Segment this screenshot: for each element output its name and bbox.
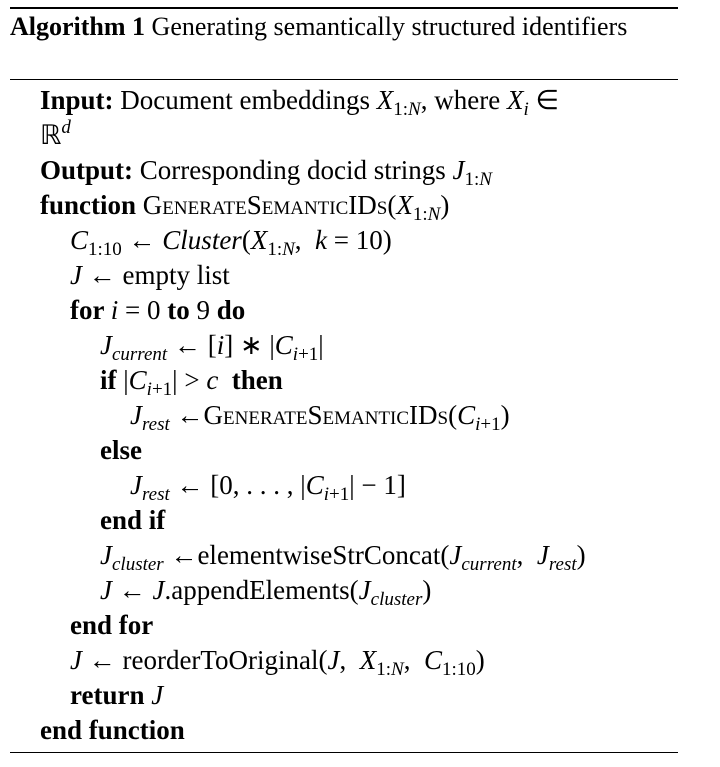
- code-text: ] ∗ |: [224, 330, 275, 360]
- code-text: ,: [516, 540, 537, 570]
- algorithm-title: Generating semantically structured identifiers: [151, 12, 628, 41]
- code-text: X: [250, 225, 268, 255]
- keyword: end function: [40, 715, 185, 745]
- algorithm-line: [10, 468, 678, 503]
- code-text: J: [151, 680, 164, 710]
- keyword: return: [70, 680, 152, 710]
- code-text: J: [152, 575, 165, 605]
- code-text: ): [440, 190, 450, 220]
- algorithm-line: [10, 678, 678, 713]
- code-text: J: [100, 575, 112, 605]
- code-text: C: [423, 645, 442, 675]
- code-text: +1: [328, 484, 350, 505]
- code-text: ): [500, 400, 510, 430]
- keyword: for: [70, 295, 111, 325]
- code-text: ): [576, 540, 586, 570]
- bottom-rule: [10, 752, 678, 753]
- code-text: N: [479, 169, 492, 190]
- code-text: GenerateSemanticIDs: [203, 400, 449, 430]
- code-text: N: [427, 204, 441, 225]
- code-text: C: [274, 330, 293, 360]
- keyword: if: [100, 365, 124, 395]
- code-text: C: [305, 470, 324, 500]
- code-text: |: [318, 330, 324, 360]
- algorithm-line: [10, 608, 678, 643]
- code-text: |: [123, 365, 129, 395]
- code-text: ← [: [167, 330, 217, 360]
- code-text: rest: [548, 554, 577, 575]
- code-text: i: [146, 379, 152, 400]
- code-text: Corresponding docid strings: [133, 155, 453, 185]
- code-text: J: [130, 400, 142, 430]
- code-text: N: [391, 659, 404, 680]
- algorithm-line: [10, 118, 678, 153]
- code-text: d: [61, 117, 71, 138]
- heading-rule: [10, 79, 678, 80]
- keyword: Input:: [40, 85, 114, 115]
- keyword: end for: [70, 610, 154, 640]
- code-text: , where: [420, 85, 507, 115]
- code-text: J: [130, 470, 142, 500]
- code-text: X: [376, 85, 394, 115]
- code-text: 1:: [412, 204, 428, 225]
- code-text: ): [422, 575, 432, 605]
- keyword: function: [40, 190, 143, 220]
- algorithm-heading: [10, 10, 678, 44]
- code-text: 1:10: [441, 659, 476, 680]
- code-text: i: [292, 344, 299, 365]
- code-text: GenerateSemanticIDs: [142, 190, 388, 220]
- code-text: ← empty list: [81, 260, 230, 290]
- code-text: i: [110, 295, 119, 325]
- algorithm-line: [10, 363, 678, 398]
- code-text: X: [506, 85, 524, 115]
- algorithm-body: [10, 83, 678, 748]
- code-text: Document embeddings: [113, 85, 377, 115]
- code-text: ←: [169, 400, 204, 430]
- code-text: J: [100, 540, 112, 570]
- code-text: cluster: [370, 589, 423, 610]
- top-rule: [10, 7, 678, 9]
- code-text: ∈: [528, 85, 559, 115]
- code-text: J: [100, 330, 112, 360]
- code-text: = 10): [327, 225, 392, 255]
- code-text: 1:: [464, 169, 480, 190]
- code-text: 1:10: [88, 239, 122, 260]
- code-text: 1:: [376, 659, 392, 680]
- code-text: ): [475, 645, 485, 675]
- code-text: i: [323, 484, 329, 505]
- code-text: N: [282, 239, 295, 260]
- code-text: | − 1]: [349, 470, 406, 500]
- code-text: = 0: [118, 295, 168, 325]
- code-text: rest: [141, 414, 170, 435]
- code-text: c: [206, 365, 219, 395]
- algorithm-line: [10, 83, 678, 118]
- algorithm-line: [10, 643, 678, 678]
- code-text: i: [523, 99, 529, 120]
- code-text: i: [475, 414, 481, 435]
- code-text: 1:: [267, 239, 283, 260]
- code-text: C: [457, 400, 476, 430]
- code-text: N: [408, 99, 421, 120]
- algorithm-label: Algorithm 1: [10, 12, 146, 41]
- code-text: .appendElements(: [164, 575, 359, 605]
- code-text: k: [315, 225, 328, 255]
- code-text: (: [448, 400, 458, 430]
- algorithm-line: [10, 188, 678, 223]
- code-text: J: [536, 540, 549, 570]
- code-text: ℝ: [40, 120, 62, 150]
- keyword: Output:: [40, 155, 134, 185]
- code-text: ← reorderToOriginal(: [81, 645, 328, 675]
- algorithm-line: [10, 503, 678, 538]
- code-text: ,: [339, 645, 360, 675]
- algorithm-line: [10, 258, 678, 293]
- code-text: ,: [294, 225, 316, 255]
- keyword: to: [167, 295, 190, 325]
- code-text: 9: [189, 295, 217, 325]
- algorithm-line: [10, 538, 678, 573]
- code-text: 1:: [393, 99, 409, 120]
- code-text: J: [358, 575, 371, 605]
- algorithm-line: [10, 328, 678, 363]
- code-text: J: [452, 155, 465, 185]
- code-text: | >: [172, 365, 207, 395]
- keyword: else: [100, 435, 142, 465]
- code-text: current: [461, 554, 517, 575]
- keyword: then: [218, 365, 283, 395]
- code-text: +1: [151, 379, 173, 400]
- code-text: C: [70, 225, 89, 255]
- code-text: +1: [298, 344, 319, 365]
- code-text: +1: [480, 414, 501, 435]
- algorithm-line: [10, 398, 678, 433]
- code-text: ,: [403, 645, 424, 675]
- algorithm-line: [10, 433, 678, 468]
- algorithm-line: [10, 153, 678, 188]
- code-text: J: [70, 645, 82, 675]
- code-text: J: [327, 645, 340, 675]
- code-text: cluster: [111, 554, 164, 575]
- code-text: ←: [121, 225, 163, 255]
- algorithm-line: [10, 713, 678, 748]
- code-text: (: [387, 190, 397, 220]
- algorithm-line: [10, 293, 678, 328]
- code-text: J: [70, 260, 82, 290]
- code-text: (: [241, 225, 251, 255]
- code-text: J: [449, 540, 462, 570]
- code-text: X: [396, 190, 413, 220]
- code-text: Cluster: [162, 225, 242, 255]
- algorithm-line: [10, 223, 678, 258]
- algorithm-line: [10, 573, 678, 608]
- code-text: rest: [141, 484, 170, 505]
- code-text: C: [128, 365, 147, 395]
- code-text: ←elementwiseStrConcat(: [163, 540, 450, 570]
- code-text: X: [359, 645, 377, 675]
- keyword: end if: [100, 505, 166, 535]
- code-text: current: [111, 344, 168, 365]
- code-text: i: [216, 330, 225, 360]
- code-text: ← [0, . . . , |: [169, 470, 306, 500]
- keyword: do: [216, 295, 246, 325]
- algorithm-box: [10, 0, 678, 767]
- code-text: ←: [111, 575, 153, 605]
